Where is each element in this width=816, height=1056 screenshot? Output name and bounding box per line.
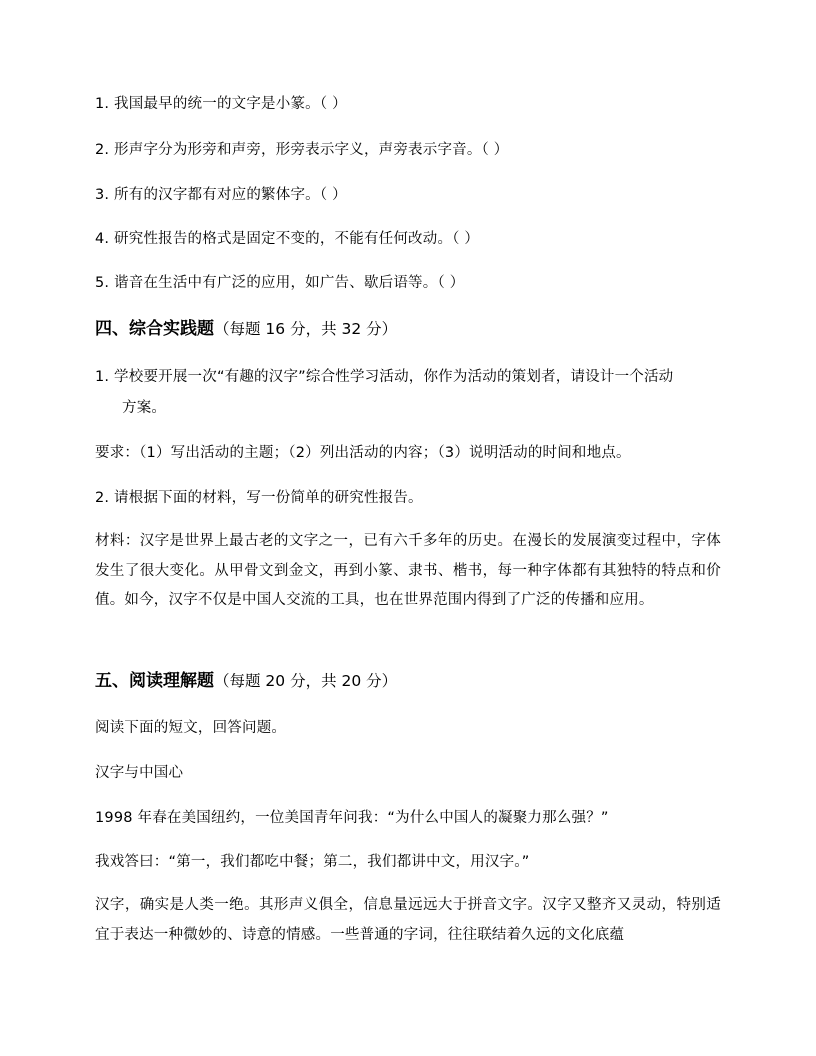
judge-item-1: 1. 我国最早的统一的文字是小篆。（ ） — [95, 96, 347, 112]
section-4-title: 四、综合实践题 — [95, 319, 214, 339]
passage-paragraph-2: 我戏答曰：“第一，我们都吃中餐；第二，我们都讲中文，用汉字。” — [95, 854, 530, 870]
passage-paragraph-1: 1998 年春在美国纽约，一位美国青年问我：“为什么中国人的凝聚力那么强？” — [95, 810, 609, 826]
section-5-score: （每题 20 分，共 20 分） — [214, 672, 398, 690]
section-4-heading — [95, 318, 397, 340]
passage-title: 汉字与中国心 — [95, 765, 184, 781]
section-4-question-1-continued: 方案。 — [122, 400, 167, 416]
section-4-question-1: 1. 学校要开展一次“有趣的汉字”综合性学习活动，你作为活动的策划者，请设计一个活动 — [95, 369, 674, 385]
section-4-score: （每题 16 分，共 32 分） — [214, 320, 398, 338]
judge-item-5: 5. 谐音在生活中有广泛的应用，如广告、歇后语等。（ ） — [95, 275, 465, 291]
passage-paragraph-3: 汉字，确实是人类一绝。其形声义俱全，信息量远远大于拼音文字。汉字又整齐又灵动，特别适宜于表达一种微妙的、诗意的情感。一些普通的字词，往往联结着久远的文化底蕴 — [95, 897, 721, 943]
section-5-title: 五、阅读理解题 — [95, 671, 214, 691]
judge-item-3: 3. 所有的汉字都有对应的繁体字。（ ） — [95, 187, 347, 203]
section-4-question-1-requirements: 要求：（1）写出活动的主题；（2）列出活动的内容；（3）说明活动的时间和地点。 — [95, 445, 631, 461]
judge-item-2: 2. 形声字分为形旁和声旁，形旁表示字义，声旁表示字音。（ ） — [95, 142, 509, 158]
section-5-intro: 阅读下面的短文，回答问题。 — [95, 720, 287, 736]
section-4-material: 材料：汉字是世界上最古老的文字之一，已有六千多年的历史。在漫长的发展演变过程中，字体发生了很大变化。从甲骨文到金文，再到小篆、隶书、楷书，每一种字体都有其独特的特点和价值。如今，汉字不仅是中国人交流的工具，也在世界范围内得到了广泛的传播和应用。 — [95, 533, 721, 608]
section-4-question-2: 2. 请根据下面的材料，写一份简单的研究性报告。 — [95, 490, 423, 506]
section-5-heading — [95, 670, 397, 692]
judge-item-4: 4. 研究性报告的格式是固定不变的，不能有任何改动。（ ） — [95, 231, 480, 247]
